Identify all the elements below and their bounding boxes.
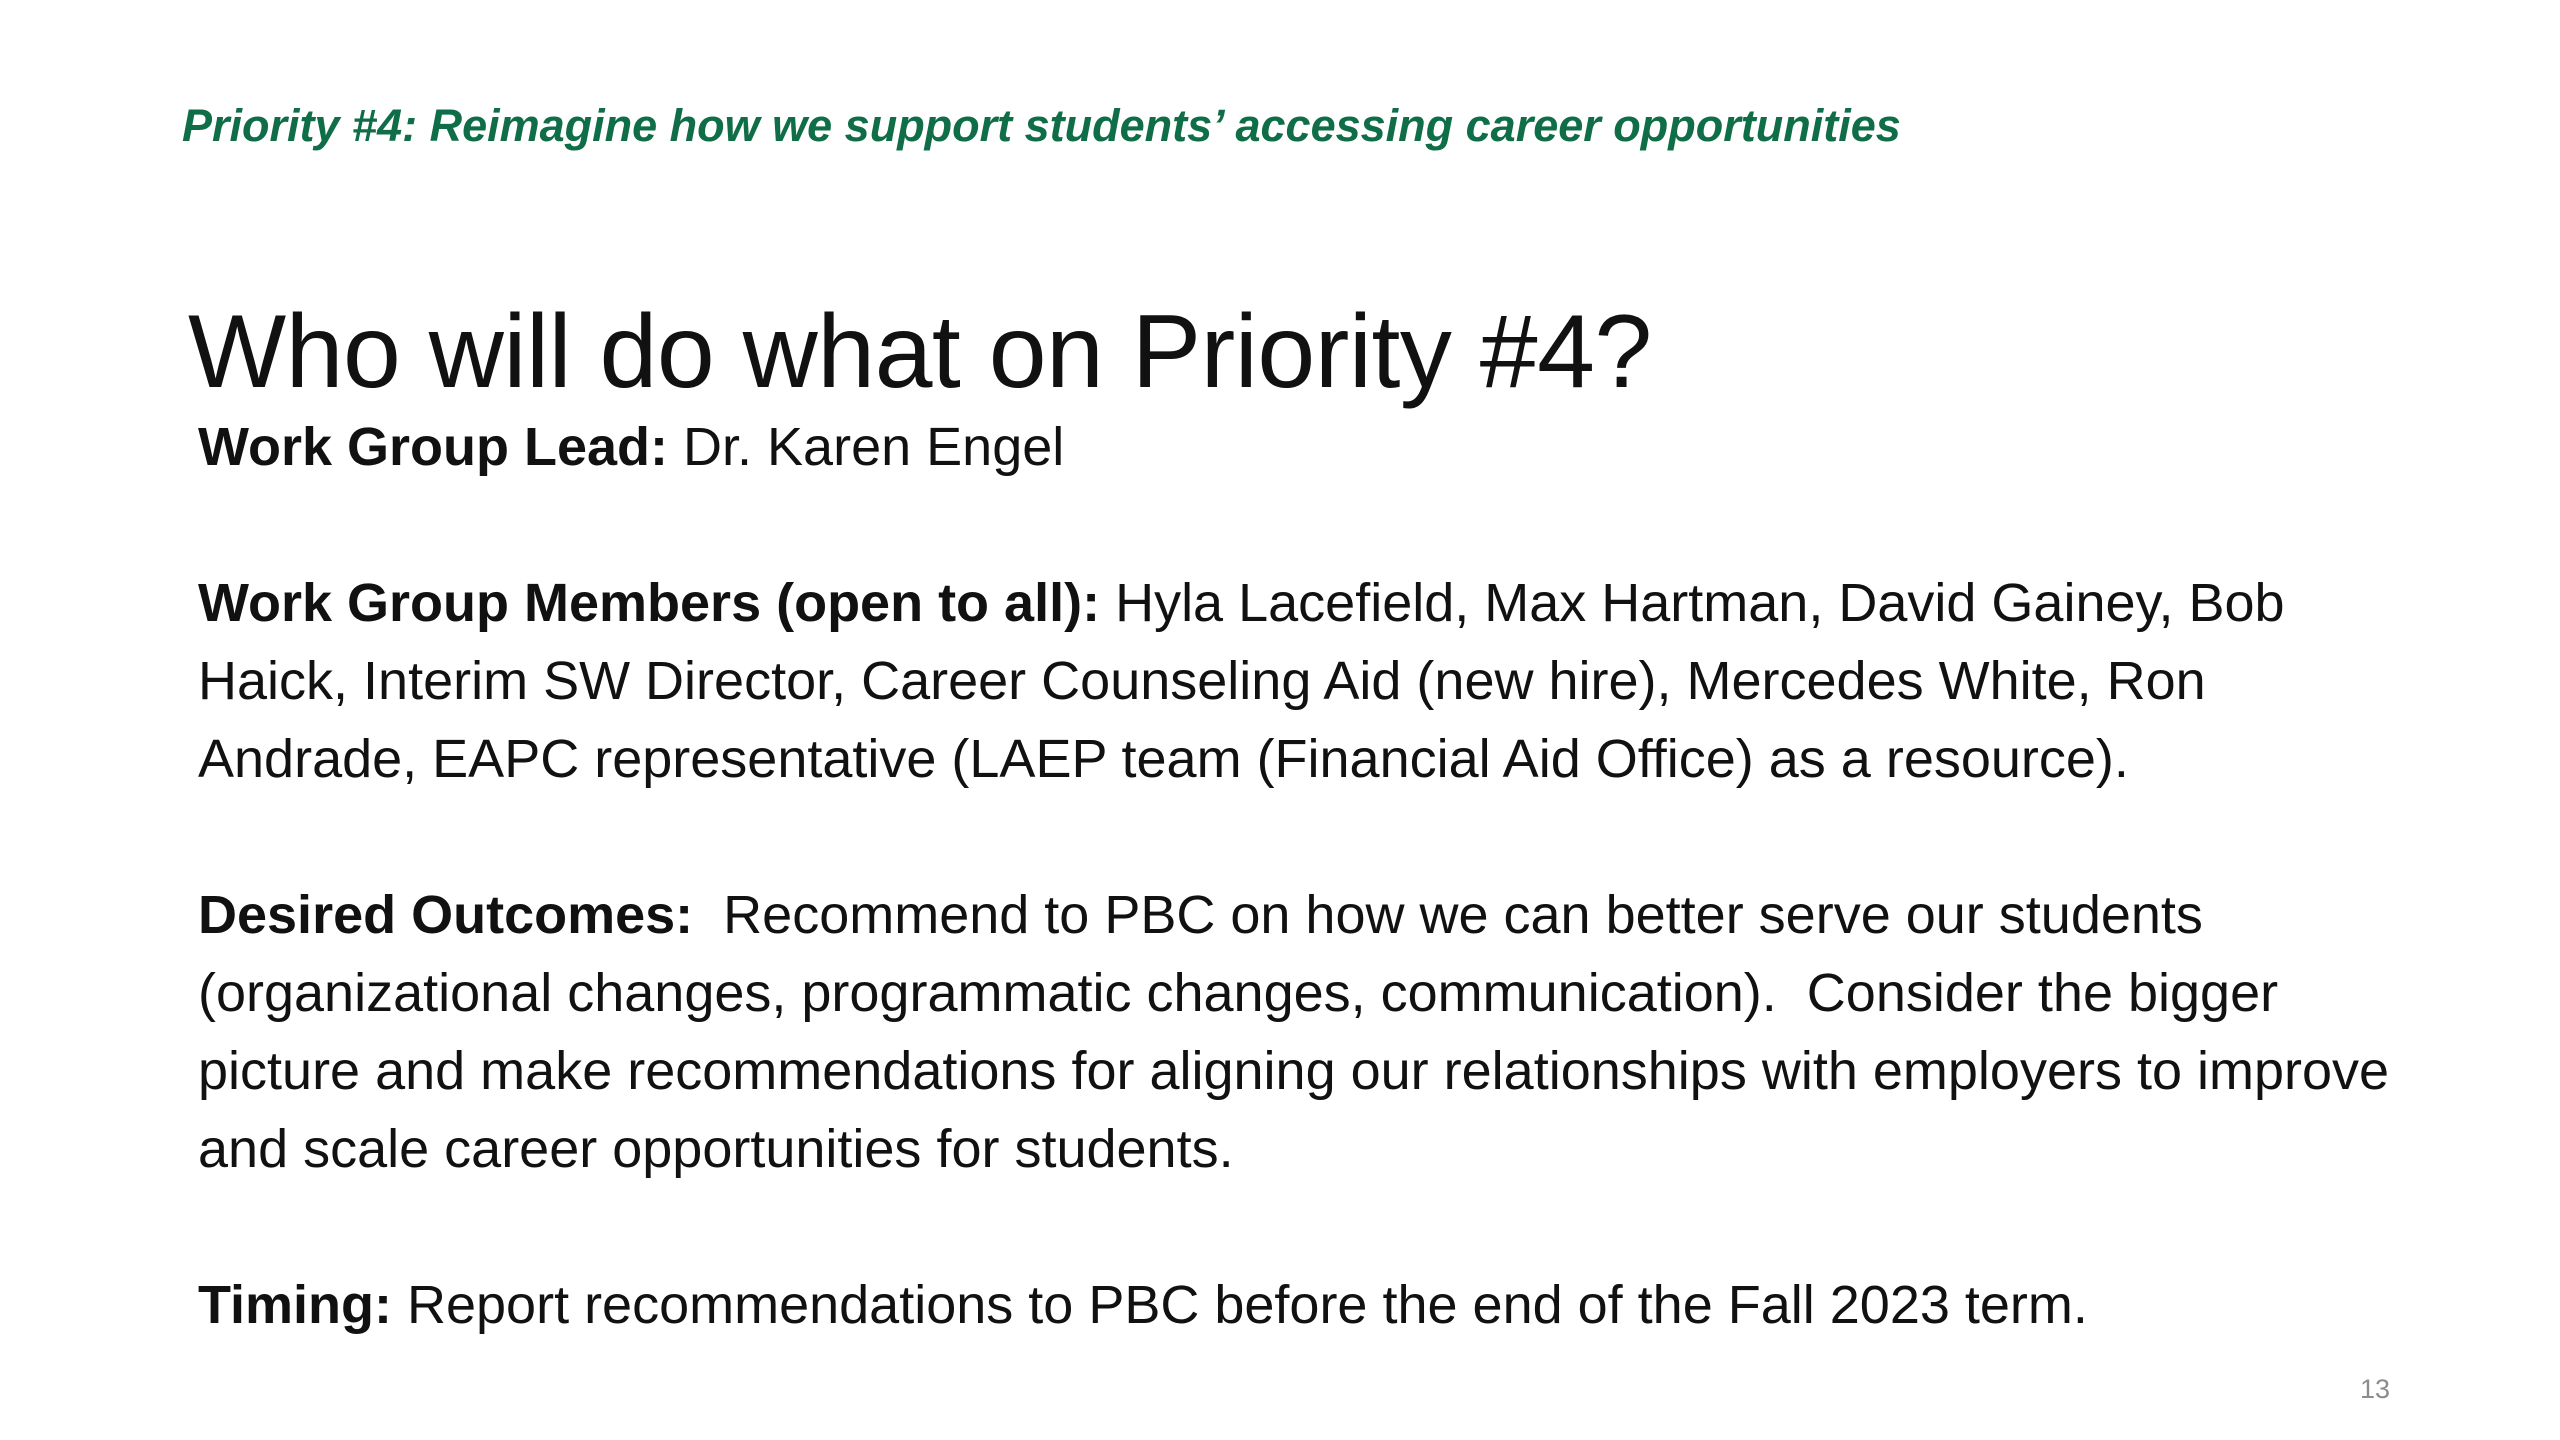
slide-content	[198, 408, 2418, 1344]
page-number: 13	[2359, 1374, 2390, 1404]
work-group-members	[198, 564, 2418, 798]
work-group-lead	[198, 408, 2418, 486]
work-group-members-text: Hyla Lacefield, Max Hartman, David Gainey, Bob Haick, Interim SW Director, Career Counseling Aid (new hire), Mercedes White, Ron Andrade, EAPC representative (LAEP team (Financial Aid Office) as a resource).	[198, 573, 2285, 789]
work-group-lead-text: Dr. Karen Engel	[668, 417, 1065, 477]
desired-outcomes-label: Desired Outcomes:	[198, 885, 694, 945]
desired-outcomes-text: Recommend to PBC on how we can better serve our students (organizational changes, programmatic changes, communication). Consider the bigger picture and make recommendations for aligning our relationships with employers to improve and scale career opportunities for students.	[198, 885, 2405, 1179]
slide-title: Who will do what on Priority #4?	[188, 293, 1652, 410]
timing-label: Timing:	[198, 1275, 392, 1335]
priority-banner: Priority #4: Reimagine how we support students’ accessing career opportunities	[182, 100, 1901, 151]
work-group-members-label: Work Group Members (open to all):	[198, 573, 1101, 633]
desired-outcomes	[198, 876, 2418, 1188]
work-group-lead-label: Work Group Lead:	[198, 417, 669, 477]
timing	[198, 1266, 2418, 1344]
timing-text: Report recommendations to PBC before the end of the Fall 2023 term.	[391, 1275, 2088, 1335]
